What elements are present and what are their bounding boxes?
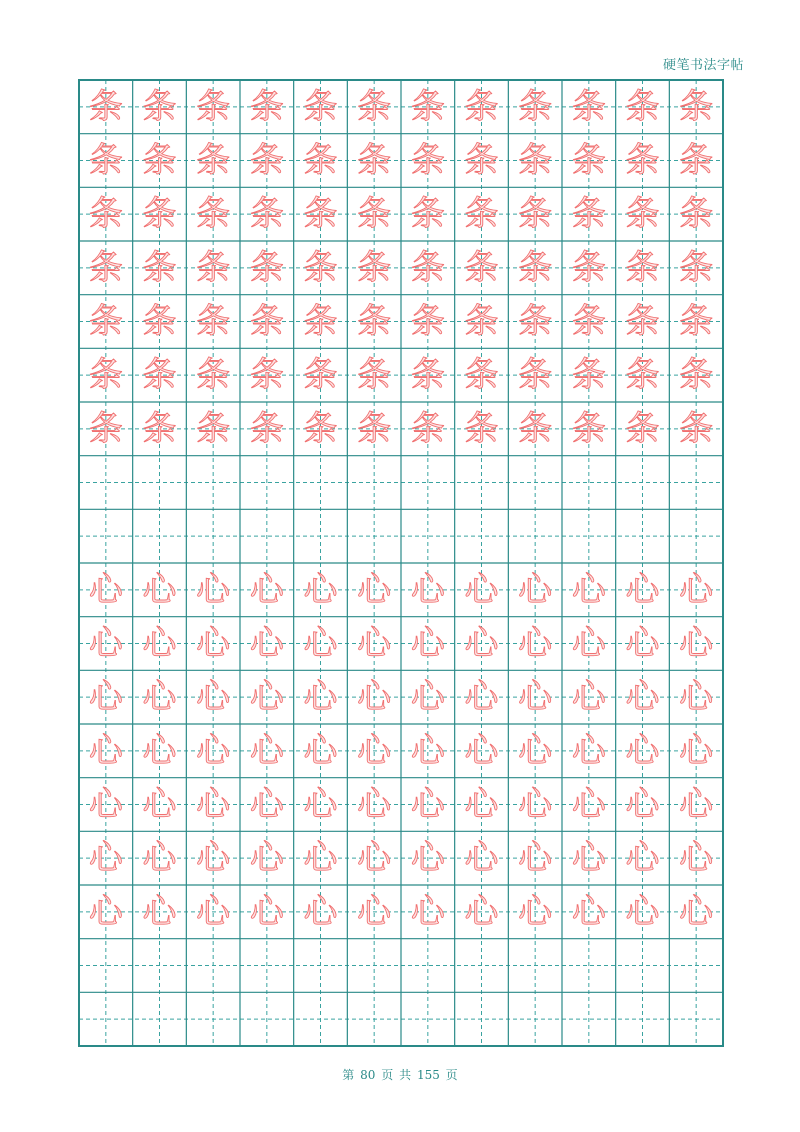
tracing-character: 条 bbox=[518, 194, 553, 235]
tracing-character: 条 bbox=[249, 355, 284, 396]
tracing-character: 条 bbox=[142, 194, 177, 235]
page-header-title: 硬笔书法字帖 bbox=[662, 58, 744, 73]
tracing-character: 心 bbox=[571, 891, 606, 932]
tracing-character: 条 bbox=[142, 408, 177, 449]
tracing-character: 心 bbox=[88, 891, 123, 932]
footer-prefix: 第 bbox=[342, 1068, 355, 1082]
tracing-character: 心 bbox=[625, 569, 660, 610]
tracing-character: 条 bbox=[196, 86, 231, 127]
footer-total-word: 共 bbox=[399, 1068, 412, 1082]
tracing-character: 条 bbox=[196, 194, 231, 235]
tracing-character: 条 bbox=[679, 301, 714, 342]
tracing-character: 条 bbox=[303, 86, 338, 127]
tracing-character: 心 bbox=[464, 569, 499, 610]
tracing-character: 心 bbox=[88, 677, 123, 718]
tracing-character: 心 bbox=[410, 623, 445, 664]
tracing-character: 心 bbox=[679, 891, 714, 932]
tracing-character: 条 bbox=[518, 86, 553, 127]
tracing-character: 心 bbox=[679, 569, 714, 610]
tracing-character: 心 bbox=[303, 891, 338, 932]
tracing-character: 心 bbox=[410, 891, 445, 932]
tracing-character: 心 bbox=[679, 623, 714, 664]
tracing-character: 条 bbox=[571, 301, 606, 342]
tracing-character: 条 bbox=[196, 355, 231, 396]
tracing-character: 条 bbox=[303, 194, 338, 235]
tracing-character: 心 bbox=[196, 677, 231, 718]
tracing-character: 心 bbox=[196, 838, 231, 879]
tracing-character: 条 bbox=[303, 247, 338, 288]
tracing-character: 心 bbox=[625, 838, 660, 879]
tracing-character: 条 bbox=[679, 408, 714, 449]
tracing-character: 心 bbox=[464, 838, 499, 879]
tracing-character: 心 bbox=[410, 677, 445, 718]
tracing-character: 心 bbox=[518, 569, 553, 610]
tracing-character: 条 bbox=[571, 86, 606, 127]
tracing-character: 心 bbox=[410, 569, 445, 610]
tracing-character: 条 bbox=[196, 247, 231, 288]
tracing-character: 心 bbox=[142, 623, 177, 664]
tracing-character: 条 bbox=[464, 194, 499, 235]
footer-page-word: 页 bbox=[381, 1068, 394, 1082]
tracing-character: 心 bbox=[303, 784, 338, 825]
tracing-character: 条 bbox=[410, 301, 445, 342]
tracing-character: 心 bbox=[410, 838, 445, 879]
tracing-character: 条 bbox=[357, 140, 392, 181]
tracing-character: 条 bbox=[249, 301, 284, 342]
tracing-character: 条 bbox=[518, 140, 553, 181]
tracing-character: 条 bbox=[357, 247, 392, 288]
tracing-character: 心 bbox=[625, 677, 660, 718]
tracing-character: 条 bbox=[357, 194, 392, 235]
tracing-character: 心 bbox=[571, 838, 606, 879]
tracing-character: 心 bbox=[464, 623, 499, 664]
tracing-character: 条 bbox=[625, 86, 660, 127]
tracing-character: 心 bbox=[571, 784, 606, 825]
tracing-character: 心 bbox=[249, 677, 284, 718]
tracing-character: 条 bbox=[571, 194, 606, 235]
tracing-character: 条 bbox=[249, 408, 284, 449]
tracing-character: 条 bbox=[571, 247, 606, 288]
tracing-character: 条 bbox=[88, 247, 123, 288]
tracing-character: 心 bbox=[142, 838, 177, 879]
tracing-character: 心 bbox=[142, 569, 177, 610]
tracing-character: 条 bbox=[625, 194, 660, 235]
tracing-character: 条 bbox=[142, 86, 177, 127]
tracing-character: 心 bbox=[357, 730, 392, 771]
tracing-character: 心 bbox=[571, 623, 606, 664]
tracing-character: 心 bbox=[303, 623, 338, 664]
tracing-character: 心 bbox=[142, 730, 177, 771]
tracing-character: 条 bbox=[303, 140, 338, 181]
tracing-character: 心 bbox=[357, 569, 392, 610]
tracing-character: 条 bbox=[625, 301, 660, 342]
tracing-character: 条 bbox=[571, 140, 606, 181]
tracing-character: 条 bbox=[249, 140, 284, 181]
tracing-character: 心 bbox=[196, 730, 231, 771]
tracing-character: 条 bbox=[88, 408, 123, 449]
tracing-character: 条 bbox=[410, 86, 445, 127]
tracing-character: 心 bbox=[464, 784, 499, 825]
tracing-character: 心 bbox=[357, 784, 392, 825]
tracing-character: 心 bbox=[518, 623, 553, 664]
tracing-character: 心 bbox=[410, 730, 445, 771]
tracing-character: 心 bbox=[249, 623, 284, 664]
tracing-character: 条 bbox=[464, 140, 499, 181]
tracing-character: 条 bbox=[464, 86, 499, 127]
footer-current-page: 80 bbox=[360, 1068, 376, 1082]
tracing-character: 心 bbox=[679, 730, 714, 771]
tracing-character: 心 bbox=[196, 891, 231, 932]
tracing-character: 条 bbox=[142, 355, 177, 396]
tracing-character: 心 bbox=[357, 677, 392, 718]
tracing-character: 心 bbox=[518, 891, 553, 932]
tracing-character: 条 bbox=[410, 140, 445, 181]
tracing-character: 心 bbox=[196, 569, 231, 610]
page-footer bbox=[0, 1066, 800, 1083]
tracing-character: 条 bbox=[410, 355, 445, 396]
tracing-character: 心 bbox=[625, 891, 660, 932]
tracing-character: 条 bbox=[357, 355, 392, 396]
tracing-character: 条 bbox=[88, 301, 123, 342]
tracing-character: 条 bbox=[357, 301, 392, 342]
tracing-character: 条 bbox=[303, 301, 338, 342]
tracing-character: 条 bbox=[518, 247, 553, 288]
tracing-character: 条 bbox=[679, 140, 714, 181]
tracing-character: 条 bbox=[625, 408, 660, 449]
tracing-character: 条 bbox=[464, 408, 499, 449]
tracing-character: 心 bbox=[196, 623, 231, 664]
tracing-character: 条 bbox=[142, 140, 177, 181]
tracing-character: 条 bbox=[464, 355, 499, 396]
tracing-character: 条 bbox=[357, 408, 392, 449]
tracing-character: 心 bbox=[249, 730, 284, 771]
tracing-character: 条 bbox=[88, 86, 123, 127]
tracing-character: 心 bbox=[88, 730, 123, 771]
tracing-character: 心 bbox=[303, 730, 338, 771]
practice-grid-svg bbox=[79, 80, 723, 1046]
tracing-character: 心 bbox=[357, 838, 392, 879]
tracing-character: 条 bbox=[88, 194, 123, 235]
tracing-character: 心 bbox=[303, 838, 338, 879]
tracing-character: 条 bbox=[625, 247, 660, 288]
tracing-character: 条 bbox=[464, 301, 499, 342]
tracing-character: 条 bbox=[679, 355, 714, 396]
tracing-character: 心 bbox=[625, 730, 660, 771]
tracing-character: 条 bbox=[249, 194, 284, 235]
tracing-character: 心 bbox=[464, 891, 499, 932]
tracing-character: 条 bbox=[303, 355, 338, 396]
tracing-character: 条 bbox=[357, 86, 392, 127]
tracing-character: 心 bbox=[518, 838, 553, 879]
tracing-character: 条 bbox=[518, 355, 553, 396]
tracing-character: 条 bbox=[410, 247, 445, 288]
practice-grid bbox=[79, 80, 723, 1046]
tracing-character: 条 bbox=[679, 86, 714, 127]
tracing-character: 条 bbox=[249, 247, 284, 288]
tracing-character: 心 bbox=[249, 891, 284, 932]
tracing-character: 条 bbox=[625, 140, 660, 181]
tracing-character: 心 bbox=[303, 569, 338, 610]
tracing-character: 心 bbox=[464, 730, 499, 771]
tracing-character: 条 bbox=[142, 247, 177, 288]
tracing-character: 条 bbox=[410, 194, 445, 235]
tracing-character: 心 bbox=[518, 677, 553, 718]
tracing-character: 心 bbox=[142, 891, 177, 932]
tracing-character: 条 bbox=[196, 408, 231, 449]
tracing-character: 心 bbox=[571, 677, 606, 718]
tracing-character: 条 bbox=[249, 86, 284, 127]
footer-suffix: 页 bbox=[445, 1068, 458, 1082]
tracing-character: 心 bbox=[518, 730, 553, 771]
tracing-character: 心 bbox=[357, 623, 392, 664]
footer-total-pages: 155 bbox=[416, 1068, 440, 1082]
tracing-character: 条 bbox=[571, 355, 606, 396]
tracing-character: 心 bbox=[196, 784, 231, 825]
tracing-character: 心 bbox=[88, 623, 123, 664]
tracing-character: 条 bbox=[679, 194, 714, 235]
tracing-character: 心 bbox=[518, 784, 553, 825]
tracing-character: 心 bbox=[142, 784, 177, 825]
tracing-character: 心 bbox=[303, 677, 338, 718]
tracing-character: 心 bbox=[625, 784, 660, 825]
tracing-character: 条 bbox=[518, 408, 553, 449]
tracing-character: 心 bbox=[625, 623, 660, 664]
tracing-character: 条 bbox=[88, 355, 123, 396]
tracing-character: 条 bbox=[196, 301, 231, 342]
tracing-character: 条 bbox=[142, 301, 177, 342]
tracing-character: 心 bbox=[464, 677, 499, 718]
tracing-character: 条 bbox=[303, 408, 338, 449]
tracing-character: 条 bbox=[625, 355, 660, 396]
tracing-character: 条 bbox=[464, 247, 499, 288]
tracing-character: 条 bbox=[571, 408, 606, 449]
tracing-character: 心 bbox=[249, 784, 284, 825]
tracing-character: 心 bbox=[679, 838, 714, 879]
tracing-character: 心 bbox=[88, 569, 123, 610]
tracing-character: 心 bbox=[679, 784, 714, 825]
tracing-character: 心 bbox=[249, 838, 284, 879]
tracing-character: 心 bbox=[410, 784, 445, 825]
tracing-character: 心 bbox=[88, 838, 123, 879]
tracing-character: 心 bbox=[88, 784, 123, 825]
tracing-character: 心 bbox=[357, 891, 392, 932]
tracing-character: 条 bbox=[196, 140, 231, 181]
tracing-character: 心 bbox=[249, 569, 284, 610]
tracing-character: 心 bbox=[571, 569, 606, 610]
tracing-character: 条 bbox=[88, 140, 123, 181]
tracing-character: 条 bbox=[679, 247, 714, 288]
tracing-character: 心 bbox=[142, 677, 177, 718]
tracing-character: 心 bbox=[571, 730, 606, 771]
tracing-character: 心 bbox=[679, 677, 714, 718]
tracing-character: 条 bbox=[518, 301, 553, 342]
tracing-character: 条 bbox=[410, 408, 445, 449]
